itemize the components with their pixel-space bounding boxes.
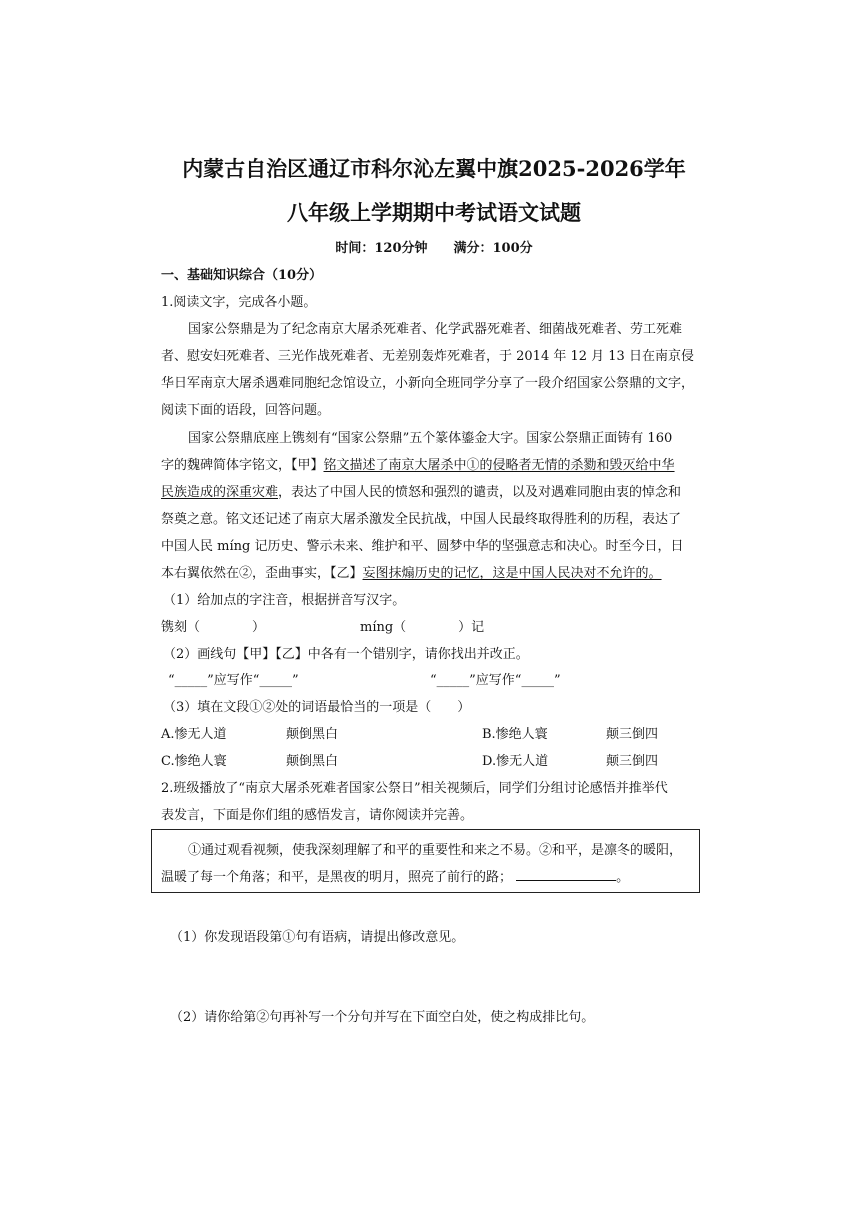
q1-sub2-label: （2）画线句【甲】【乙】中各有一个错别字，请你找出并改正。: [163, 647, 529, 662]
q2-sub1: （1）你发现语段第①句有语病，请提出修改意见。: [170, 930, 465, 945]
q2-blank-answer-line[interactable]: [516, 868, 616, 881]
q1-underlined-sentence-jia: 铭文描述了南京大屠杀中①的侵略者无情的杀勠和毁灭给中华: [323, 458, 675, 473]
q1-para2-line: 中国人民 míng 记历史、警示未来、维护和平、圆梦中华的坚强意志和决心。时至今日，日: [161, 539, 684, 554]
option-b: B.惨绝人寰: [482, 727, 548, 742]
q2-intro-line: 表发言，下面是你们组的感悟发言，请你阅读并完善。: [161, 808, 474, 823]
option-c-word2: 颠倒黑白: [286, 754, 339, 769]
option-b-word2: 颠三倒四: [606, 727, 659, 742]
q1-para2-line: [161, 481, 681, 500]
exam-time-info: 时间：120分钟 满分：100分: [335, 241, 533, 256]
q2-box-text: 温暖了每一个角落；和平，是黑夜的明月，照亮了前行的路；: [161, 870, 513, 885]
option-c: C.惨绝人寰: [161, 754, 227, 769]
q1-underlined-sentence-jia-end: 民族造成的深重灾难: [161, 485, 279, 500]
q1-para2-line: 国家公祭鼎底座上镌刻有“国家公祭鼎”五个篆体鎏金大字。国家公祭鼎正面铸有 160: [188, 431, 673, 446]
exam-title-line2: 八年级上学期期中考试语文试题: [287, 200, 581, 225]
q1-para1-line: 华日军南京大屠杀遇难同胞纪念馆设立，小新向全班同学分享了一段介绍国家公祭鼎的文字，: [161, 376, 695, 391]
q2-box-period: 。: [616, 870, 630, 885]
option-a: A.惨无人道: [161, 727, 227, 742]
option-d: D.惨无人道: [482, 754, 549, 769]
q2-box-line2: [161, 866, 629, 885]
q1-para2-text: 本右翼依然在②，歪曲事实，【乙】: [161, 566, 363, 581]
q1-para2-text: ，表达了中国人民的愤怒和强烈的谴责，以及对遇难同胞由衷的悼念和: [278, 485, 682, 500]
q1-para2-line: 祭奠之意。铭文还记述了南京大屠杀激发全民抗战，中国人民最终取得胜利的历程，表达了: [161, 512, 682, 527]
exam-title-line1: 内蒙古自治区通辽市科尔沁左翼中旗2025-2026学年: [182, 156, 686, 181]
q1-sub3-label: （3）填在文段①②处的词语最恰当的一项是（ ）: [163, 700, 471, 715]
q1-para1-line: 者、慰安妇死难者、三光作战死难者、无差别轰炸死难者，于 2014 年 12 月 13 日在南京侵: [161, 349, 694, 364]
q1-para2-line: [161, 562, 662, 581]
q1-sub1-answer-b: míng（ ）记: [360, 620, 485, 635]
q2-box-line1: ①通过观看视频，使我深刻理解了和平的重要性和来之不易。②和平，是凛冬的暖阳，: [188, 843, 683, 858]
option-a-word2: 颠倒黑白: [286, 727, 339, 742]
q1-para1-line: 阅读下面的语段，回答问题。: [161, 403, 331, 418]
q1-underlined-sentence-yi: 妄图抹煽历史的记忆，这是中国人民决对不允许的。: [362, 566, 662, 581]
q1-sub1-label: （1）给加点的字注音，根据拼音写汉字。: [163, 593, 406, 608]
q1-intro: 1.阅读文字，完成各小题。: [161, 295, 317, 310]
q1-sub1-answer-a: 镌刻（ ）: [161, 620, 266, 635]
q1-para2-text: 字的魏碑简体字铭文，【甲】: [161, 458, 324, 473]
section-heading: 一、基础知识综合（10分）: [161, 268, 323, 283]
q1-sub2-answer-b: “_____”应写作“_____”: [430, 673, 561, 688]
q2-sub2: （2）请你给第②句再补写一个分句并写在下面空白处，使之构成排比句。: [170, 1010, 595, 1025]
option-d-word2: 颠三倒四: [606, 754, 659, 769]
q2-intro-line: 2.班级播放了“南京大屠杀死难者国家公祭日”相关视频后，同学们分组讨论感悟并推举代: [161, 781, 668, 796]
q1-para2-line: [161, 454, 675, 473]
q1-para1-line: 国家公祭鼎是为了纪念南京大屠杀死难者、化学武器死难者、细菌战死难者、劳工死难: [188, 322, 683, 337]
q1-sub2-answer-a: “_____”应写作“_____”: [168, 673, 299, 688]
